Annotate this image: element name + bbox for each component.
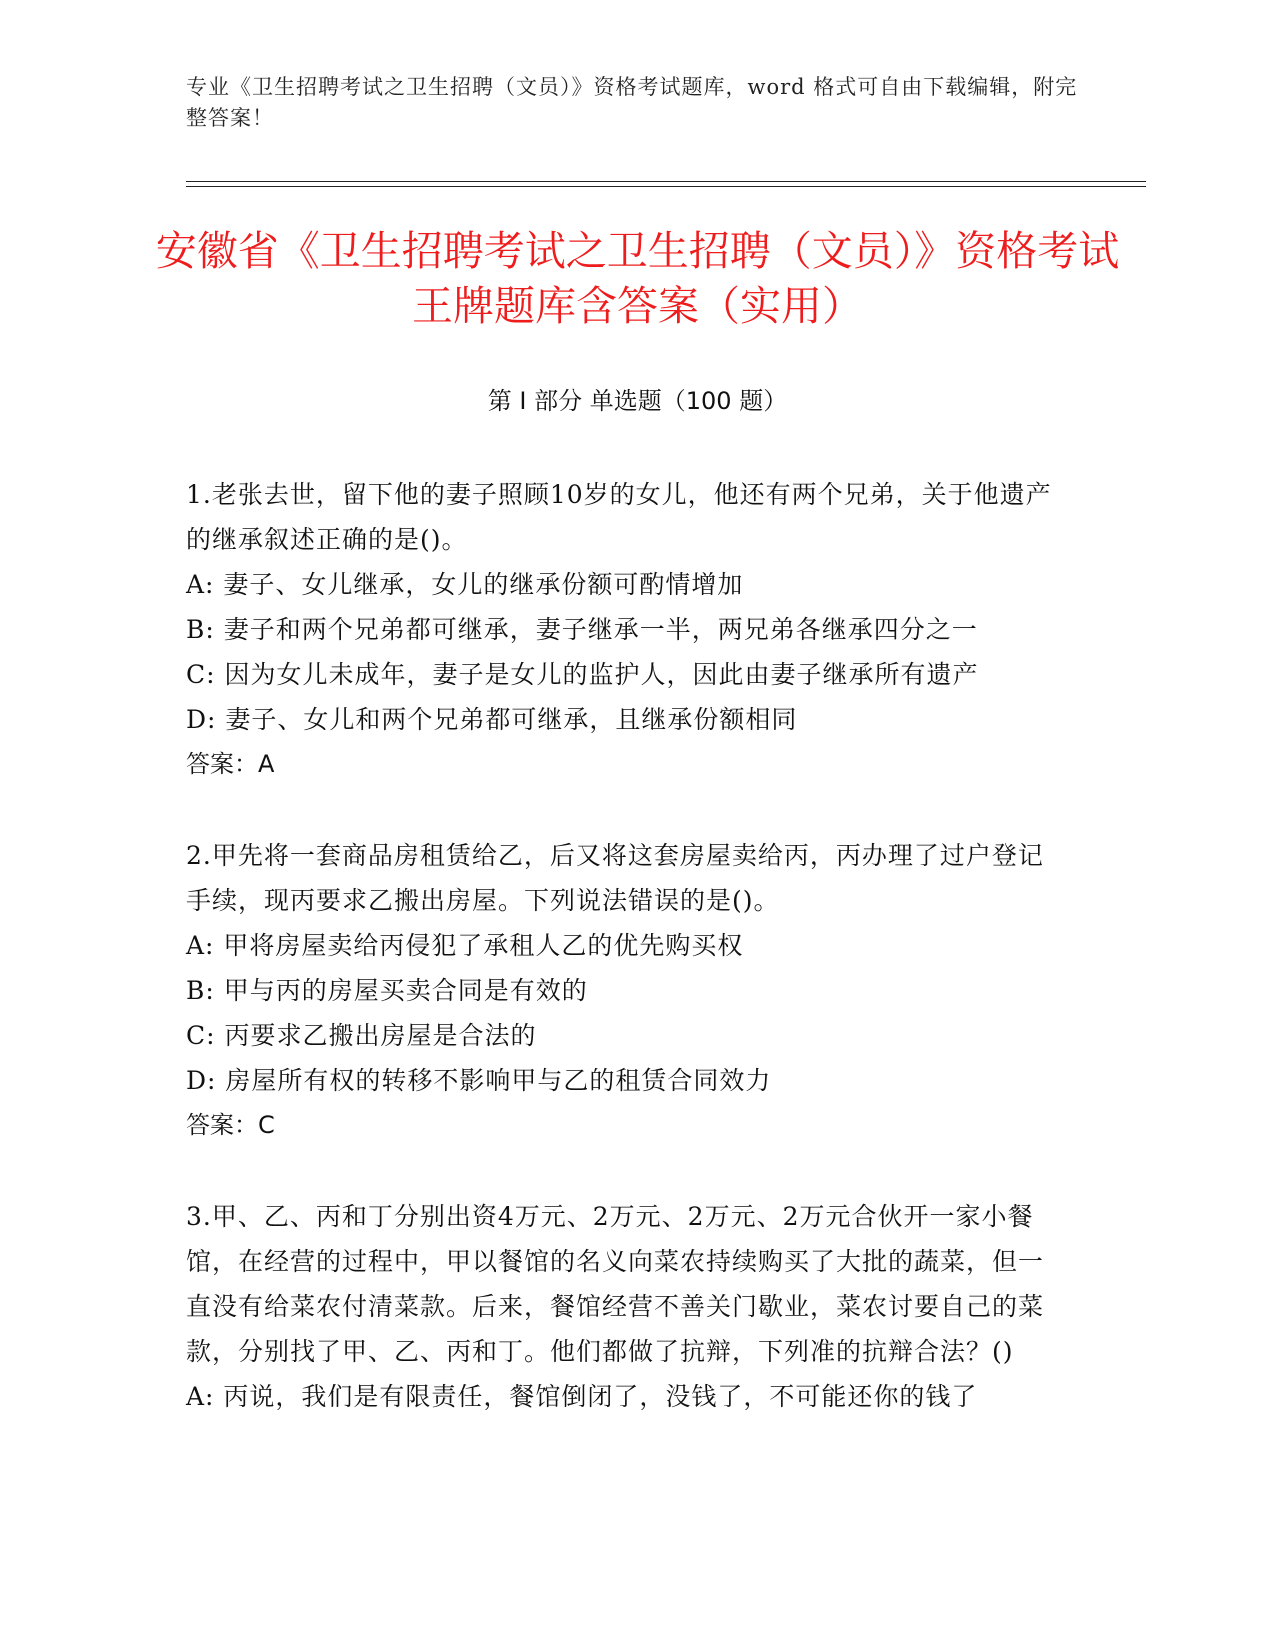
question-1 xyxy=(186,472,1066,787)
option-c: C: 丙要求乙搬出房屋是合法的 xyxy=(186,1021,537,1050)
option-c: C: 因为女儿未成年，妻子是女儿的监护人，因此由妻子继承所有遗产 xyxy=(186,660,979,689)
section-heading: 第 I 部分 单选题（100 题） xyxy=(487,387,788,415)
question-stem: 1.老张去世，留下他的妻子照顾10岁的女儿，他还有两个兄弟，关于他遗产的继承叙述正确的是()。 xyxy=(186,480,1052,554)
question-2 xyxy=(186,833,1066,1148)
option-a: A: 妻子、女儿继承，女儿的继承份额可酌情增加 xyxy=(186,570,744,599)
option-d: D: 妻子、女儿和两个兄弟都可继承，且继承份额相同 xyxy=(186,705,798,734)
option-b: B: 妻子和两个兄弟都可继承，妻子继承一半，两兄弟各继承四分之一 xyxy=(186,615,978,644)
question-stem: 2.甲先将一套商品房租赁给乙，后又将这套房屋卖给丙，丙办理了过户登记手续，现丙要求乙搬出房屋。下列说法错误的是()。 xyxy=(186,841,1044,915)
header-divider-bottom xyxy=(186,186,1146,187)
answer: 答案：C xyxy=(186,1111,275,1139)
header-note: 专业《卫生招聘考试之卫生招聘（文员）》资格考试题库，word 格式可自由下载编辑，附完整答案！ xyxy=(186,75,1078,130)
option-b: B: 甲与丙的房屋买卖合同是有效的 xyxy=(186,976,588,1005)
answer: 答案：A xyxy=(186,750,275,778)
question-list xyxy=(186,472,1066,1465)
document-title: 安徽省《卫生招聘考试之卫生招聘（文员）》资格考试王牌题库含答案（实用） xyxy=(155,227,1120,330)
header-divider-top xyxy=(186,181,1146,182)
question-stem: 3.甲、乙、丙和丁分别出资4万元、2万元、2万元、2万元合伙开一家小餐馆，在经营的过程中，甲以餐馆的名义向菜农持续购买了大批的蔬菜，但一直没有给菜农付清菜款。后来，餐馆经营不善关门歇业，菜农讨要自己的菜款，分别找了甲、乙、丙和丁。他们都做了抗辩，下列准的抗辩合法？() xyxy=(186,1202,1045,1366)
option-d: D: 房屋所有权的转移不影响甲与乙的租赁合同效力 xyxy=(186,1066,772,1095)
option-a: A: 甲将房屋卖给丙侵犯了承租人乙的优先购买权 xyxy=(186,931,744,960)
option-a: A: 丙说，我们是有限责任，餐馆倒闭了，没钱了，不可能还你的钱了 xyxy=(186,1382,978,1411)
question-3 xyxy=(186,1194,1066,1419)
